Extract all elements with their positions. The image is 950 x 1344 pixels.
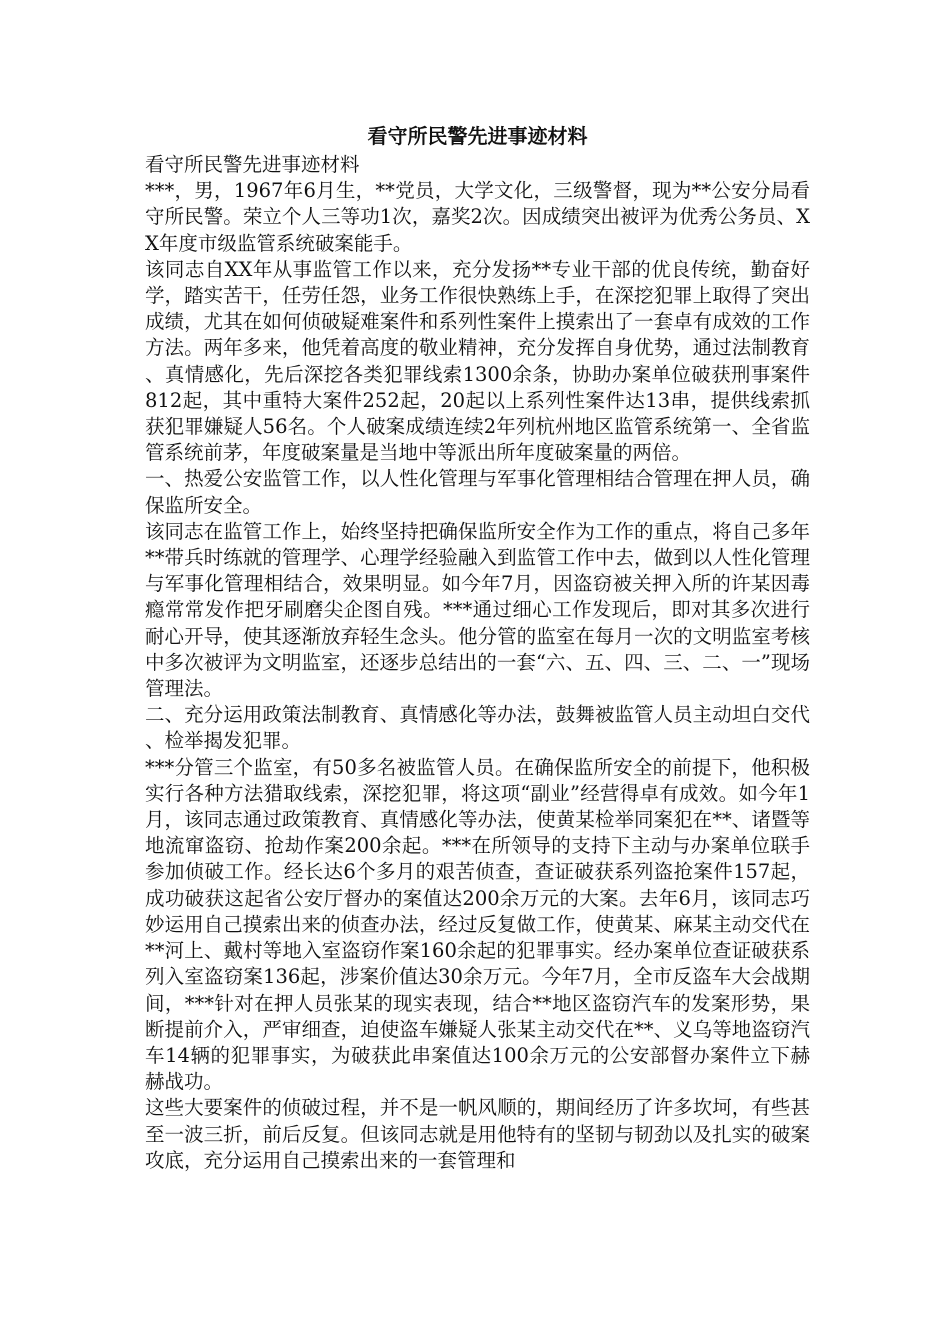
- paragraph-management: 该同志在监管工作上，始终坚持把确保监所安全作为工作的重点，将自己多年**带兵时练就的管理学、心理学经验融入到监管工作中去，做到以人性化管理与军事化管理相结合，效果明显。如今年7月，因盗窃被关押入所的许某因毒瘾常常发作把牙刷磨尖企图自残。***通过细心工作发现后，即对其多次进行耐心开导，使其逐渐放弃轻生念头。他分管的监室在每月一次的文明监室考核中多次被评为文明监室，还逐步总结出的一套“六、五、四、三、二、一”现场管理法。: [145, 519, 810, 701]
- subtitle-line: 看守所民警先进事迹材料: [145, 153, 360, 176]
- section-heading-2: 二、充分运用政策法制教育、真情感化等办法，鼓舞被监管人员主动坦白交代、检举揭发犯罪。: [145, 703, 810, 753]
- paragraph-profile: ***，男，1967年6月生，**党员，大学文化，三级警督，现为**公安分局看守所民警。荣立个人三等功1次，嘉奖2次。因成绩突出被评为优秀公务员、XX年度市级监管系统破案能手。: [145, 179, 810, 255]
- paragraph-difficulties: 这些大要案件的侦破过程，并不是一帆风顺的，期间经历了许多坎坷，有些甚至一波三折，前后反复。但该同志就是用他特有的坚韧与韧劲以及扎实的破案攻底，充分运用自己摸索出来的一套管理和: [145, 1096, 810, 1172]
- document-title: 看守所民警先进事迹材料: [367, 124, 588, 148]
- section-heading-1: 一、热爱公安监管工作，以人性化管理与军事化管理相结合管理在押人员，确保监所安全。: [145, 467, 810, 517]
- paragraph-achievements: 该同志自XX年从事监管工作以来，充分发扬**专业干部的优良传统，勤奋好学，踏实苦干，任劳任怨，业务工作很快熟练上手，在深挖犯罪上取得了突出成绩，尤其在如何侦破疑难案件和系列性案件上摸索出了一套卓有成效的工作方法。两年多来，他凭着高度的敬业精神，充分发挥自身优势，通过法制教育、真情感化，先后深挖各类犯罪线索1300余条，协助办案单位破获刑事案件812起，其中重特大案件252起，20起以上系列性案件达13串，提供线索抓获犯罪嫌疑人56名。个人破案成绩连续2年列杭州地区监管系统第一、全省监管系统前茅，年度破案量是当地中等派出所年度破案量的两倍。: [145, 257, 810, 465]
- paragraph-cases: ***分管三个监室，有50多名被监管人员。在确保监所安全的前提下，他积极实行各种方法猎取线索，深挖犯罪，将这项“副业”经营得卓有成效。如今年1月，该同志通过政策教育、真情感化等办法，使黄某检举同案犯在**、诸暨等地流窜盗窃、抢劫作案200余起。***在所领导的支持下主动与办案单位联手参加侦破工作。经长达6个多月的艰苦侦查，查证破获系列盗抢案件157起，成功破获这起省公安厅督办的案值达200余万元的大案。去年6月，该同志巧妙运用自己摸索出来的侦查办法，经过反复做工作，使黄某、麻某主动交代在**河上、戴村等地入室盗窃作案160余起的犯罪事实。经办案单位查证破获系列入室盗窃案136起，涉案价值达30余万元。今年7月，全市反盗车大会战期间，***针对在押人员张某的现实表现，结合**地区盗窃汽车的发案形势，果断提前介入，严审细查，迫使盗车嫌疑人张某主动交代在**、义乌等地盗窃汽车14辆的犯罪事实，为破获此串案值达100余万元的公安部督办案件立下赫赫战功。: [145, 755, 810, 1094]
- document-body: [145, 152, 810, 1174]
- document-page: [145, 120, 810, 1174]
